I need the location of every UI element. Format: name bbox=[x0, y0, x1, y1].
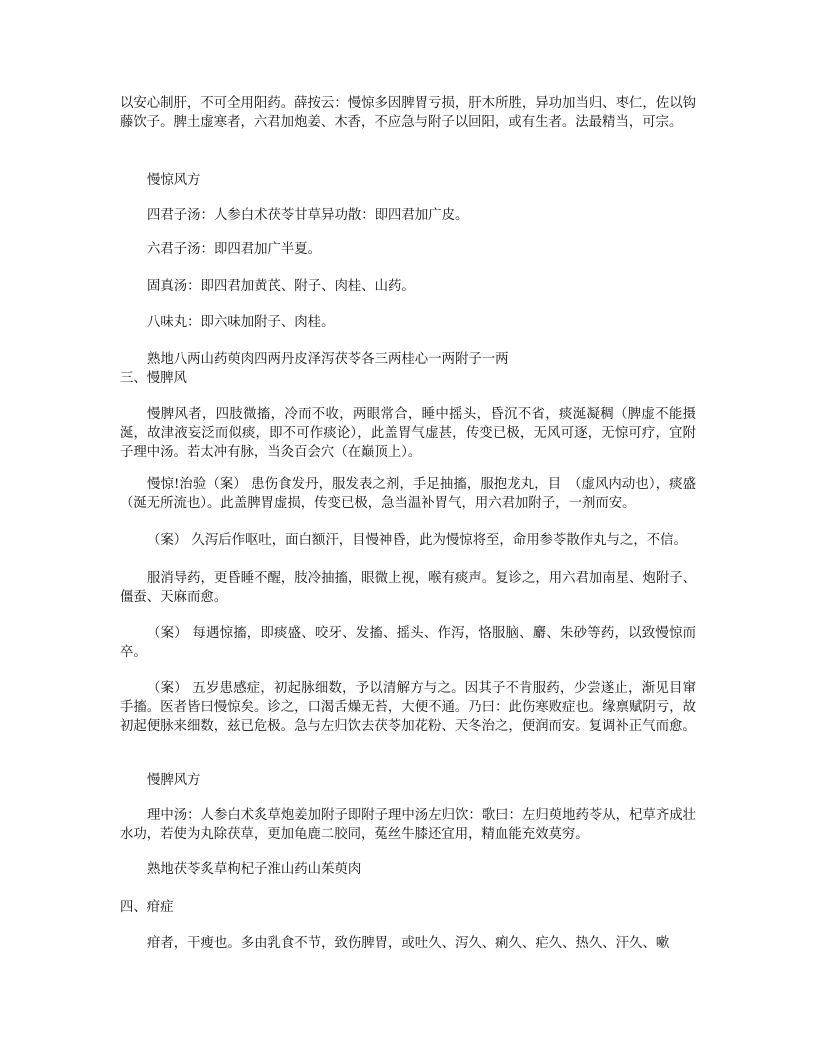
paragraph-case-2: （案） 久泻后作呕吐，面白额汗，目慢神昏，此为慢惊将至，命用参苓散作丸与之，不信。 bbox=[147, 533, 687, 548]
paragraph-case-4: （案） 五岁患感症，初起脉细数，予以清解方与之。因其子不肯服药，少尝遂止，渐见目窜手搐。医者皆曰慢惊矣。诊之，口渴舌燥无苔，大便不通。乃曰：此伤寒败症也。缘禀赋阴亏，故初起便脉来细数，兹已危极。急与左归饮去茯苓加花粉、天冬治之，便润而安。复调补正气而愈。 bbox=[120, 681, 696, 734]
paragraph-case-2-cont: 服消导药，更昏睡不醒，肢冷抽搐，眼微上视，喉有痰声。复诊之，用六君加南星、炮附子、僵蚕、天麻而愈。 bbox=[120, 571, 697, 605]
paragraph-guzhen: 固真汤：即四君加黄芪、附子、肉桂、山药。 bbox=[147, 279, 415, 294]
section-heading-3: 三、慢脾风 bbox=[120, 371, 187, 386]
paragraph-case-3: （案） 每遇惊搐，即痰盛、咬牙、发搐、摇头、作泻，恪服脑、麝、朱砂等药，以致慢惊而卒。 bbox=[120, 626, 696, 660]
section-heading-slow-convulsion-formulas: 慢惊风方 bbox=[147, 173, 201, 188]
paragraph-lizhong: 理中汤：人参白术炙草炮姜加附子即附子理中汤左归饮：歌曰：左归萸地药苓从，杞草齐成壮水功，若使为丸除茯草，更加龟鹿二胶同，菟丝牛膝还宜用，精血能充效莫穷。 bbox=[120, 808, 697, 842]
paragraph-sijunzi: 四君子汤：人参白术茯苓甘草异功散：即四君加广皮。 bbox=[147, 208, 469, 223]
paragraph-intro: 以安心制肝，不可全用阳药。薛按云：慢惊多因脾胃亏损，肝木所胜，异功加当归、枣仁，佐以钩藤饮子。脾土虚寒者，六君加炮姜、木香，不应急与附子以回阳，或有生者。法最精当，可宗。 bbox=[120, 96, 696, 130]
section-heading-slow-spleen-formulas: 慢脾风方 bbox=[147, 773, 201, 788]
paragraph-gan-syndrome: 疳者，干瘦也。多由乳食不节，致伤脾胃，或吐久、泻久、痢久、疟久、热久、汗久、嗽 bbox=[147, 936, 670, 951]
paragraph-ingredients-2: 熟地茯苓炙草枸杞子淮山药山茱萸肉 bbox=[147, 862, 362, 877]
paragraph-liujunzi: 六君子汤：即四君加广半夏。 bbox=[147, 242, 322, 257]
paragraph-ingredients-1: 熟地八两山药萸肉四两丹皮泽泻茯苓各三两桂心一两附子一两 bbox=[147, 352, 509, 367]
paragraph-bawei: 八味丸：即六味加附子、肉桂。 bbox=[147, 315, 335, 330]
paragraph-spleen-wind: 慢脾风者，四肢微搐，冷而不收，两眼常合，睡中摇头，昏沉不省，痰涎凝稠（脾虚不能摄涎，故津液妄泛而似痰，即不可作痰论），此盖胃气虚甚，传变已极，无风可逐，无惊可疗，宜附子理中汤。若太冲有脉，当灸百会穴（在巅顶上）。 bbox=[120, 407, 696, 460]
paragraph-case-1: 慢惊!治验（案） 患伤食发丹，服发表之剂，手足抽搐，服抱龙丸，目 （虚风内动也），痰盛（涎无所流也）。此盖脾胃虚损，传变已极，急当温补胃气，用六君加附子，一剂而安。 bbox=[120, 477, 696, 511]
section-heading-4: 四、疳症 bbox=[120, 900, 174, 915]
